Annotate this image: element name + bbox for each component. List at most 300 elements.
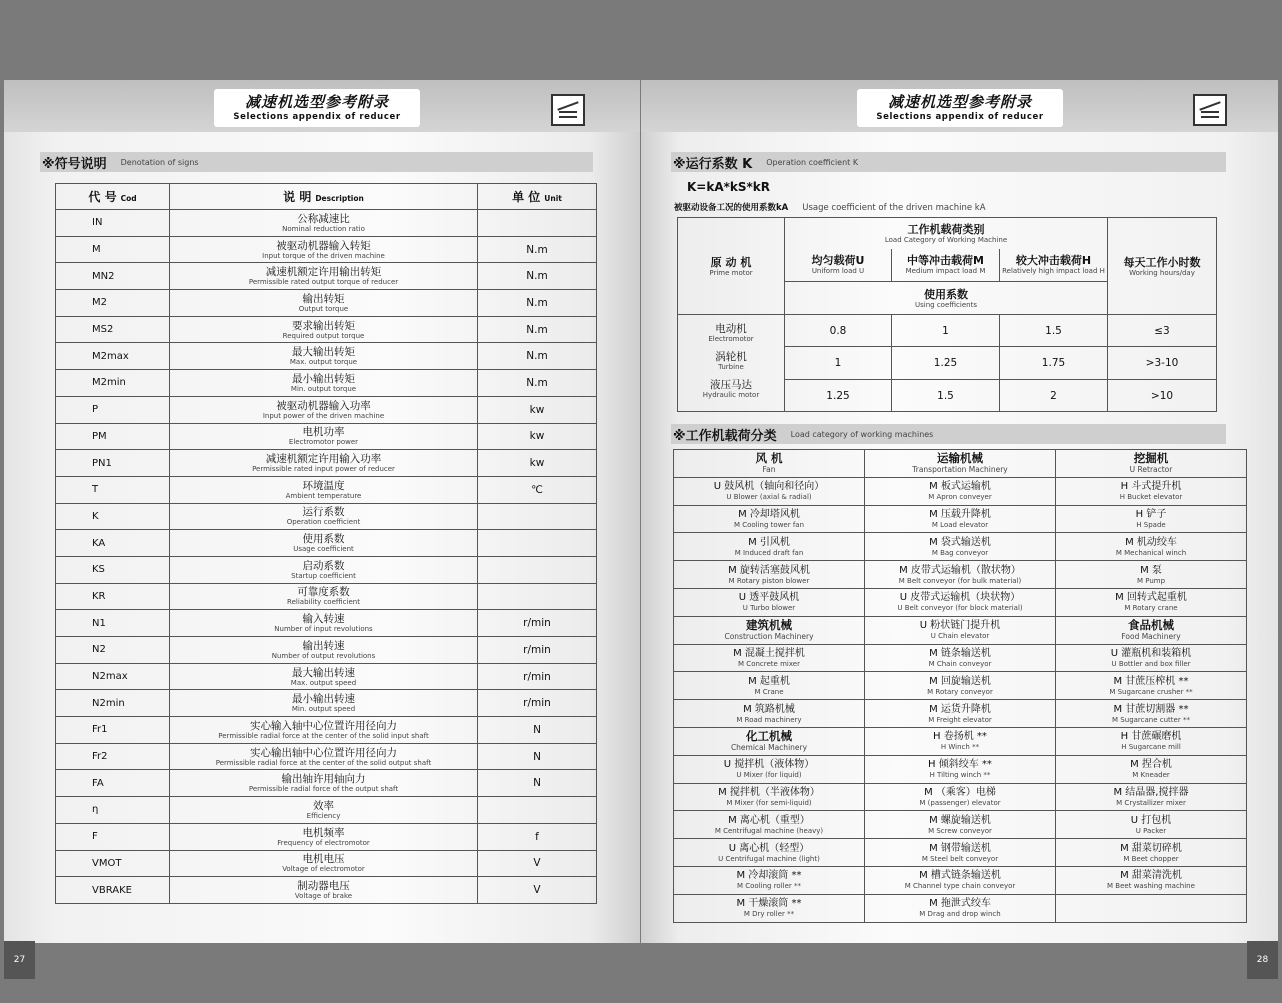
description-cell <box>170 423 478 450</box>
unit-cell <box>478 530 597 557</box>
table-row <box>674 727 1247 755</box>
table-row <box>674 450 1247 478</box>
description-cn: 最小输出转矩 <box>292 372 355 385</box>
machine-en: M Dry roller ** <box>743 910 795 919</box>
machine-cn: M 引风机 <box>748 536 790 548</box>
description-cell <box>170 370 478 397</box>
category-header-cell <box>674 727 865 755</box>
machine-en: M Apron conveyer <box>928 493 992 502</box>
machine-cn: 化工机械 <box>746 729 792 744</box>
description-cn: 最小输出转速 <box>292 693 355 706</box>
unit-cell: N.m <box>478 343 597 370</box>
machine-cn: H 铲子 <box>1135 508 1167 520</box>
symbol-cell: F <box>56 823 170 850</box>
unit-cell: V <box>478 877 597 904</box>
machine-en: U Retractor <box>1129 465 1173 475</box>
machine-cell <box>865 866 1056 894</box>
machine-en: M Mixer (for semi-liquid) <box>726 798 812 807</box>
description-en: Output torque <box>298 304 349 313</box>
section-title: ※符号说明 <box>42 156 107 172</box>
k-value: 1.75 <box>1000 347 1108 380</box>
description-en: Min. output torque <box>290 384 357 393</box>
description-cell <box>170 637 478 664</box>
description-cn: 输出转速 <box>302 639 345 652</box>
machine-en: Transportation Machinery <box>912 465 1008 475</box>
machine-cn: M 运货升降机 <box>929 703 991 715</box>
machine-cell <box>674 477 865 505</box>
table-row <box>674 588 1247 616</box>
machine-cn: U 搅拌机（液体物） <box>723 759 815 771</box>
machine-en: M Bag conveyor <box>931 548 989 557</box>
table-row <box>674 533 1247 561</box>
symbol-cell: VMOT <box>56 850 170 877</box>
machine-cn: H 斗式提升机 <box>1120 481 1182 493</box>
table-row <box>56 236 597 263</box>
machine-cell <box>674 755 865 783</box>
machine-cell <box>674 783 865 811</box>
machine-cn: U 离心机（轻型） <box>728 842 810 854</box>
table-row <box>56 610 597 637</box>
machine-en: M Kneader <box>1132 771 1170 780</box>
description-cell <box>170 290 478 317</box>
machine-cn: 挖掘机 <box>1133 451 1169 466</box>
unit-cell: N <box>478 770 597 797</box>
machine-cn: M 捏合机 <box>1130 759 1172 771</box>
machine-en: M Rotary conveyor <box>927 687 993 696</box>
description-cell <box>170 263 478 290</box>
machine-cell <box>865 588 1056 616</box>
machine-cn: U 粉状链门提升机 <box>919 620 1001 632</box>
machine-cell <box>865 727 1056 755</box>
machine-cn: 运输机械 <box>937 451 983 466</box>
table-row <box>56 396 597 423</box>
machine-cell <box>1056 477 1247 505</box>
machine-cell <box>1056 672 1247 700</box>
machine-cell <box>674 505 865 533</box>
description-en: Min. output speed <box>291 705 356 714</box>
machine-cell <box>865 894 1056 922</box>
table-row <box>674 561 1247 589</box>
machine-cn: 风 机 <box>755 451 783 466</box>
symbol-cell: M <box>56 236 170 263</box>
machine-en: U Bottler and box filler <box>1111 659 1191 668</box>
symbol-cell: Fr1 <box>56 717 170 744</box>
unit-cell: N <box>478 743 597 770</box>
machine-en: U Belt conveyor (for block material) <box>897 604 1023 613</box>
description-cell <box>170 583 478 610</box>
table-row <box>56 823 597 850</box>
table-row <box>56 290 597 317</box>
machine-cn: M 袋式输送机 <box>929 536 991 548</box>
machine-en: M Sugarcane cutter ** <box>1112 715 1190 724</box>
machine-cn: U 灌瓶机和装箱机 <box>1110 647 1192 659</box>
table-row <box>56 770 597 797</box>
symbol-cell: Fr2 <box>56 743 170 770</box>
description-cn: 效率 <box>313 799 334 812</box>
machine-en: M Cooling tower fan <box>733 520 805 529</box>
table-row <box>56 530 597 557</box>
machine-cell <box>1056 588 1247 616</box>
machine-cn: M 板式运输机 <box>929 481 991 493</box>
k-value: 2 <box>1000 380 1108 412</box>
col-header-description: 说 明 Description <box>170 184 478 210</box>
table-row <box>56 556 597 583</box>
table-row <box>56 316 597 343</box>
section-header-load <box>671 424 1226 444</box>
machine-cell <box>674 533 865 561</box>
description-cn: 电机频率 <box>302 826 345 839</box>
unit-cell: V <box>478 850 597 877</box>
description-en: Max. output speed <box>290 678 357 687</box>
load-category-table <box>673 449 1247 923</box>
machine-en: M Drag and drop winch <box>919 910 1001 919</box>
machine-cell <box>865 561 1056 589</box>
description-cn: 启动系数 <box>302 559 345 572</box>
machine-en: M Pump <box>1136 576 1166 585</box>
category-header-cell <box>1056 450 1247 478</box>
machine-cn: M 混凝土搅拌机 <box>733 647 805 659</box>
header-title-en-right: Selections appendix of reducer <box>876 112 1044 122</box>
machine-cn: M 干燥滚筒 ** <box>736 898 802 910</box>
table-row <box>674 505 1247 533</box>
col-header-code: 代 号 Cod <box>56 184 170 210</box>
unit-cell <box>478 556 597 583</box>
machine-cell <box>865 839 1056 867</box>
hours-value: >3-10 <box>1108 347 1217 380</box>
machine-cn: U 皮带式运输机（块状物） <box>899 592 1021 604</box>
machine-cell <box>865 700 1056 728</box>
machine-cell <box>674 811 865 839</box>
machine-en: U Centrifugal machine (light) <box>718 854 820 863</box>
table-row <box>56 690 597 717</box>
medium-load-header: 中等冲击载荷M Medium impact load M <box>892 249 1000 282</box>
table-row <box>56 343 597 370</box>
table-row <box>56 263 597 290</box>
description-en: Voltage of brake <box>294 892 353 901</box>
unit-cell <box>478 210 597 237</box>
machine-en: U Turbo blower <box>742 604 796 613</box>
table-row <box>56 503 597 530</box>
hours-header: 每天工作小时数 Working hours/day <box>1108 218 1217 315</box>
machine-cn: M 皮带式运输机（散状物） <box>899 564 1021 576</box>
unit-cell <box>478 503 597 530</box>
machine-cell <box>865 672 1056 700</box>
symbol-cell: η <box>56 797 170 824</box>
machine-cn: M 甜菜切碎机 <box>1120 842 1182 854</box>
description-cn: 可靠度系数 <box>297 586 350 599</box>
machine-cn: M 离心机（重型） <box>728 814 810 826</box>
table-row <box>674 755 1247 783</box>
machine-en: U Chain elevator <box>930 632 990 641</box>
description-en: Reliability coefficient <box>287 598 360 607</box>
machine-cell <box>865 616 1056 644</box>
k-value: 1.25 <box>785 380 892 412</box>
header-title-cn: 减速机选型参考附录 <box>244 93 389 111</box>
symbol-cell: PM <box>56 423 170 450</box>
section-header-signs <box>40 152 593 172</box>
description-en: Voltage of electromotor <box>282 865 365 874</box>
symbol-cell: VBRAKE <box>56 877 170 904</box>
description-cell <box>170 396 478 423</box>
machine-en: U Packer <box>1135 826 1167 835</box>
symbol-cell: T <box>56 476 170 503</box>
description-cn: 要求输出转矩 <box>292 319 355 332</box>
description-cell <box>170 530 478 557</box>
machine-cell <box>674 644 865 672</box>
k-value: 0.8 <box>785 315 892 347</box>
symbols-table <box>55 183 597 904</box>
machine-cn: M 搅拌机（半液体物） <box>718 786 820 798</box>
k-value: 1.5 <box>1000 315 1108 347</box>
table-row <box>56 423 597 450</box>
unit-cell: f <box>478 823 597 850</box>
category-header-cell <box>865 450 1056 478</box>
description-cell <box>170 316 478 343</box>
machine-en: M Crane <box>754 687 784 696</box>
symbol-cell: N2 <box>56 637 170 664</box>
machine-en: M Beet chopper <box>1123 854 1179 863</box>
machine-cn: H 倾斜绞车 ** <box>928 759 992 771</box>
machine-cell <box>1056 533 1247 561</box>
hours-value: ≤3 <box>1108 315 1217 347</box>
machine-cn: H 甘蔗碾磨机 <box>1120 731 1182 743</box>
machine-cell <box>1056 894 1247 922</box>
machine-cell <box>865 505 1056 533</box>
machine-cell <box>674 672 865 700</box>
description-cell <box>170 717 478 744</box>
machine-cell <box>1056 811 1247 839</box>
description-cell <box>170 663 478 690</box>
table-row <box>56 743 597 770</box>
usage-line: 被驱动设备工况的使用系数kA Usage coefficient of the driven machine kA <box>674 203 986 213</box>
description-cell <box>170 877 478 904</box>
machine-cn: M 甘蔗切割器 ** <box>1113 703 1189 715</box>
description-en: Number of output revolutions <box>271 651 376 660</box>
machine-cell <box>674 839 865 867</box>
description-cell <box>170 770 478 797</box>
machine-en: Food Machinery <box>1121 632 1181 642</box>
machine-en: M (passenger) elevator <box>919 798 1001 807</box>
machine-cell <box>1056 505 1247 533</box>
section1-title: ※运行系数 K <box>673 156 753 172</box>
table-row <box>674 866 1247 894</box>
machine-cell <box>865 644 1056 672</box>
table-row <box>56 637 597 664</box>
symbol-cell: P <box>56 396 170 423</box>
category-header-cell <box>674 450 865 478</box>
unit-cell: kw <box>478 423 597 450</box>
machine-cell <box>1056 755 1247 783</box>
table-row <box>674 477 1247 505</box>
description-cell <box>170 476 478 503</box>
machine-en: M Chain conveyor <box>928 659 992 668</box>
machine-cn: M 旋转活塞鼓风机 <box>728 564 810 576</box>
usage-coefficients-header: 使用系数 Using coefficients <box>785 282 1108 315</box>
machine-cn: M 压载升降机 <box>929 508 991 520</box>
machine-cn: M 冷却塔风机 <box>738 508 800 520</box>
table-row <box>674 700 1247 728</box>
symbol-cell: N2min <box>56 690 170 717</box>
machine-cell <box>674 700 865 728</box>
table-row <box>56 450 597 477</box>
description-en: Number of input revolutions <box>274 625 373 634</box>
machine-cell <box>674 561 865 589</box>
unit-cell: N.m <box>478 316 597 343</box>
motors-cell: 电动机 Electromotor 涡轮机 Turbine 液压马达 Hydraulic motor <box>678 315 785 412</box>
symbol-cell: N1 <box>56 610 170 637</box>
symbol-cell: MS2 <box>56 316 170 343</box>
k-value: 1.25 <box>892 347 1000 380</box>
description-cn: 最大输出转矩 <box>292 346 355 359</box>
description-cn: 制动器电压 <box>297 880 350 893</box>
machine-en: M Centrifugal machine (heavy) <box>714 826 824 835</box>
machine-cn: M 回旋输送机 <box>929 675 991 687</box>
description-cn: 最大输出转速 <box>292 666 355 679</box>
description-en: Startup coefficient <box>291 571 356 580</box>
table-row <box>56 476 597 503</box>
machine-en: M Sugarcane crusher ** <box>1109 687 1193 696</box>
unit-cell: N.m <box>478 290 597 317</box>
machine-cn: U 打包机 <box>1130 814 1172 826</box>
machine-en: M Crystallizer mixer <box>1116 798 1186 807</box>
load-category-header: 工作机载荷类别 Load Category of Working Machine <box>785 218 1108 249</box>
section-header-k <box>671 152 1226 172</box>
header-title-en: Selections appendix of reducer <box>233 112 401 122</box>
description-cell <box>170 236 478 263</box>
description-en: Permissible radial force at the center of the solid output shaft <box>215 758 432 767</box>
machine-cn: M 拖泄式绞车 <box>929 898 991 910</box>
k-coefficient-table <box>677 217 1217 412</box>
description-en: Input power of the driven machine <box>262 411 385 420</box>
category-header-cell <box>1056 616 1247 644</box>
machine-cell <box>1056 783 1247 811</box>
description-cn: 实心输出轴中心位置许用径向力 <box>250 746 397 759</box>
unit-cell: r/min <box>478 690 597 717</box>
table-row <box>56 877 597 904</box>
machine-cell <box>865 783 1056 811</box>
description-en: Permissible rated output torque of reducer <box>248 278 399 287</box>
machine-en: Construction Machinery <box>724 632 814 642</box>
symbol-cell: KR <box>56 583 170 610</box>
header-title-box-right <box>857 89 1063 127</box>
machine-en: M Concrete mixer <box>738 659 800 668</box>
symbol-cell: M2 <box>56 290 170 317</box>
machine-cn: M 结晶器,搅拌器 <box>1113 786 1189 798</box>
machine-cn: M 筑路机械 <box>743 703 795 715</box>
description-cn: 输入转速 <box>302 613 345 626</box>
machine-en: U Blower (axial & radial) <box>726 493 812 502</box>
section2-title: ※工作机载荷分类 <box>673 428 777 444</box>
machine-en: H Spade <box>1136 520 1166 529</box>
machine-cell <box>865 533 1056 561</box>
machine-en: M Rotary crane <box>1124 604 1178 613</box>
description-cell <box>170 556 478 583</box>
symbol-cell: FA <box>56 770 170 797</box>
description-en: Usage coefficient <box>293 545 354 554</box>
unit-cell: r/min <box>478 610 597 637</box>
machine-cell <box>1056 727 1247 755</box>
machine-cn: M 链条输送机 <box>929 647 991 659</box>
description-en: Electromotor power <box>288 438 359 447</box>
machine-cell <box>1056 561 1247 589</box>
description-en: Permissible radial force of the output shaft <box>248 785 399 794</box>
machine-cell <box>1056 644 1247 672</box>
symbol-cell: M2max <box>56 343 170 370</box>
machine-cn: M 甘蔗压榨机 ** <box>1113 675 1189 687</box>
machine-cell <box>1056 839 1247 867</box>
table-row <box>674 783 1247 811</box>
description-cn: 减速机额定许用输入功率 <box>265 453 382 466</box>
unit-cell: kw <box>478 450 597 477</box>
table-row <box>56 850 597 877</box>
unit-cell: N <box>478 717 597 744</box>
table-row <box>674 616 1247 644</box>
unit-cell <box>478 797 597 824</box>
machine-cell <box>865 477 1056 505</box>
section-subtitle: Denotation of signs <box>120 157 199 167</box>
header-title-box <box>214 89 420 127</box>
right-page <box>641 80 1278 965</box>
machine-cn: 建筑机械 <box>746 618 792 633</box>
table-header-row <box>56 184 597 210</box>
machine-en: M Steel belt conveyor <box>921 854 999 863</box>
table-row <box>674 811 1247 839</box>
machine-cn: M 甜菜清洗机 <box>1120 870 1182 882</box>
machine-en: M Road machinery <box>736 715 802 724</box>
machine-cn: M 冷却滚筒 ** <box>736 870 802 882</box>
description-cn: 使用系数 <box>302 533 345 546</box>
logo-icon-right <box>1193 94 1227 126</box>
description-cell <box>170 450 478 477</box>
page-number-right: 28 <box>1247 941 1278 979</box>
description-en: Max. output torque <box>289 358 358 367</box>
machine-en: M Beet washing machine <box>1107 882 1195 891</box>
machine-en: U Mixer (for liquid) <box>736 771 802 780</box>
machine-cn: M 回转式起重机 <box>1115 592 1187 604</box>
description-en: Operation coefficient <box>286 518 361 527</box>
machine-en: M Belt conveyor (for bulk material) <box>898 576 1022 585</box>
description-en: Permissible rated input power of reducer <box>252 465 395 474</box>
prime-mover-header: 原 动 机 Prime motor <box>678 218 785 315</box>
description-en: Nominal reduction ratio <box>282 224 365 233</box>
description-en: Efficiency <box>306 811 341 820</box>
machine-en: Fan <box>762 465 776 475</box>
table-row <box>674 839 1247 867</box>
table-row <box>56 663 597 690</box>
symbol-cell: N2max <box>56 663 170 690</box>
description-cn: 环境温度 <box>302 479 345 492</box>
machine-cn: M （乘客）电梯 <box>924 786 996 798</box>
machine-en: M Rotary piston blower <box>728 576 810 585</box>
description-cn: 运行系数 <box>302 506 345 519</box>
machine-en: H Bucket elevator <box>1119 493 1183 502</box>
machine-cell <box>1056 700 1247 728</box>
symbol-cell: KA <box>56 530 170 557</box>
description-cn: 电机电压 <box>302 853 345 866</box>
table-row <box>56 210 597 237</box>
description-cn: 输出转矩 <box>302 292 345 305</box>
machine-cn: M 机动绞车 <box>1125 536 1177 548</box>
description-cn: 减速机额定许用输出转矩 <box>265 266 382 279</box>
description-cn: 被驱动机器输入转矩 <box>276 239 371 252</box>
description-en: Required output torque <box>282 331 365 340</box>
symbol-cell: PN1 <box>56 450 170 477</box>
symbol-cell: M2min <box>56 370 170 397</box>
machine-cn: M 槽式链条输送机 <box>919 870 1001 882</box>
machine-en: M Screw conveyor <box>928 826 992 835</box>
machine-cn: U 透平鼓风机 <box>738 592 800 604</box>
machine-cn: M 钢带输送机 <box>929 842 991 854</box>
